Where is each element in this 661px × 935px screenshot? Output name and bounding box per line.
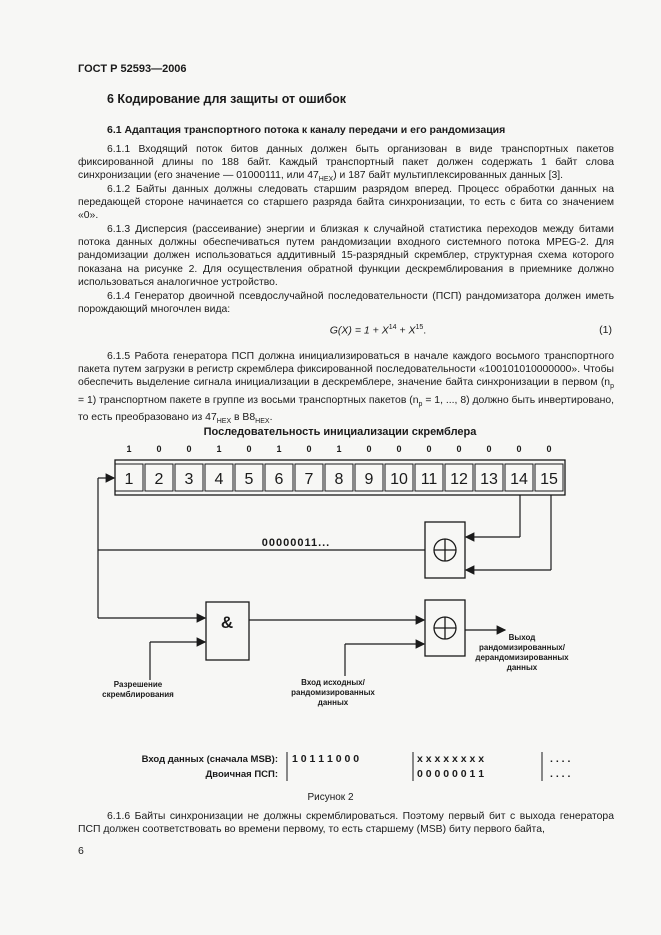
svg-text:дерандомизированных: дерандомизированных <box>475 653 569 662</box>
svg-text:Разрешение: Разрешение <box>113 680 163 689</box>
register-cell-number: 13 <box>480 471 498 488</box>
section-title: 6 Кодирование для защиты от ошибок <box>107 92 346 106</box>
init-bits <box>126 444 551 454</box>
register-cell-number: 9 <box>364 471 374 488</box>
init-bit: 1 <box>276 444 282 454</box>
init-bit: 1 <box>336 444 342 454</box>
register-cell-number: 6 <box>274 471 284 488</box>
paragraph-6-1-2: 6.1.2 Байты данных должны следовать старшим разрядом вперед. Процесс обработки данных на передающей стороне начинается со старшего разряда байта синхронизации, то есть с бита со значением «0». <box>78 184 614 222</box>
and-gate-symbol: & <box>220 613 234 632</box>
figure-caption: Рисунок 2 <box>307 792 354 803</box>
subsection-title: 6.1 Адаптация транспортного потока к каналу передачи и его рандомизация <box>107 124 506 136</box>
data-input-label: Вход данных (сначала MSB): <box>141 754 278 765</box>
data-input-sync-bits: 1 0 1 1 1 0 0 0 <box>292 753 360 765</box>
paragraph-6-1-3: 6.1.3 Дисперсия (рассеивание) энергии и близкая к случайной статистика переходов между битами потока данных должны обеспечиваться путем рандомизации входного системного потока MPEG-2. Для рандомизации должен использоваться аддитивный 15-разрядный скремблер, структурная схема которого показана на рисунке 2. Для осуществления обратной функции дескремблирования в приемнике должно использоваться аналогичное устройство. <box>78 224 614 288</box>
document-header: ГОСТ Р 52593—2006 <box>78 63 187 75</box>
formula-expression: $G(X) = 1 + X^{14} + X^{15}$. <box>329 324 427 337</box>
svg-text:Вход исходных/: Вход исходных/ <box>301 678 365 687</box>
init-bit: 0 <box>306 444 312 454</box>
register-cell-number: 7 <box>304 471 314 488</box>
init-bit: 0 <box>486 444 492 454</box>
paragraph-6-1-5: 6.1.5 Работа генератора ПСП должна инициализироваться в начале каждого восьмого транспортного пакета путем загрузки в регистр скремблера фиксированной последовательности «100101010000000». Чтобы обеспечить выделение сигнала инициализации в дескремблере, значение байта синхронизации в первом $(n_p = 1)$ транспортном пакете в группе из восьми транспортных пакетов ($n_p = 1$, ..., 8) должно быть инвертировано, то есть преобразовано из $47_{HEX}$ в $B8_{HEX}$. <box>78 351 614 426</box>
init-bit: 0 <box>366 444 372 454</box>
init-bit: 0 <box>546 444 552 454</box>
register-cell-number: 1 <box>124 471 134 488</box>
init-bit: 0 <box>426 444 432 454</box>
paragraph-6-1-1: 6.1.1 Входящий поток битов данных должен быть организован в виде транспортных пакетов фиксированной длины по 188 байт. Каждый транспортный пакет должен содержать 1 байт слова синхронизации (его значение — 01000111, или $47_{HEX}$) и 187 байт мультиплексированных данных [3]. <box>78 144 614 184</box>
register-cell-number: 10 <box>390 471 408 488</box>
label-data-output <box>475 633 569 672</box>
register-cell-number: 2 <box>154 471 164 488</box>
feedback-sequence: 00000011... <box>261 537 331 549</box>
prbs-label: Двоичная ПСП: <box>205 769 278 780</box>
init-bit: 0 <box>516 444 522 454</box>
init-bit: 1 <box>126 444 132 454</box>
formula-number: (1) <box>599 324 612 336</box>
svg-text:рандомизированных: рандомизированных <box>291 688 375 697</box>
paragraph-6-1-6: 6.1.6 Байты синхронизации не должны скремблироваться. Поэтому первый бит с выхода генератора ПСП должен соответствовать во времени первому, то есть старшему (MSB) биту первого байта, <box>78 811 614 836</box>
init-bit: 1 <box>216 444 222 454</box>
register-cell-number: 14 <box>510 471 528 488</box>
prbs-bits: 0 0 0 0 0 0 1 1 <box>417 768 485 780</box>
page-number: 6 <box>78 845 84 857</box>
label-scrambling-enable <box>102 680 174 699</box>
svg-text:скремблирования: скремблирования <box>102 690 174 699</box>
prbs-dots: . . . . <box>550 768 571 780</box>
svg-text:данных: данных <box>317 698 349 707</box>
register-cell-number: 11 <box>420 471 438 488</box>
svg-text:Выход: Выход <box>508 633 536 642</box>
register-cell-number: 8 <box>334 471 344 488</box>
label-data-input <box>291 678 375 707</box>
data-input-x-bits: x x x x x x x x <box>417 753 485 765</box>
shift-register <box>115 464 563 491</box>
register-cell-number: 3 <box>184 471 194 488</box>
init-bit: 0 <box>186 444 192 454</box>
register-cell-number: 5 <box>244 471 254 488</box>
register-cell-number: 12 <box>450 471 468 488</box>
init-bit: 0 <box>246 444 252 454</box>
init-bit: 0 <box>396 444 402 454</box>
figure-title: Последовательность инициализации скремблера <box>203 426 477 438</box>
register-cell-number: 15 <box>540 471 558 488</box>
data-input-dots: . . . . <box>550 753 571 765</box>
svg-text:рандомизированных/: рандомизированных/ <box>479 643 565 652</box>
register-cell-number: 4 <box>214 471 224 488</box>
init-bit: 0 <box>456 444 462 454</box>
svg-text:данных: данных <box>506 663 538 672</box>
init-bit: 0 <box>156 444 162 454</box>
paragraph-6-1-4: 6.1.4 Генератор двоичной псевдослучайной последовательности (ПСП) рандомизатора должен иметь порождающий многочлен вида: <box>78 291 614 316</box>
